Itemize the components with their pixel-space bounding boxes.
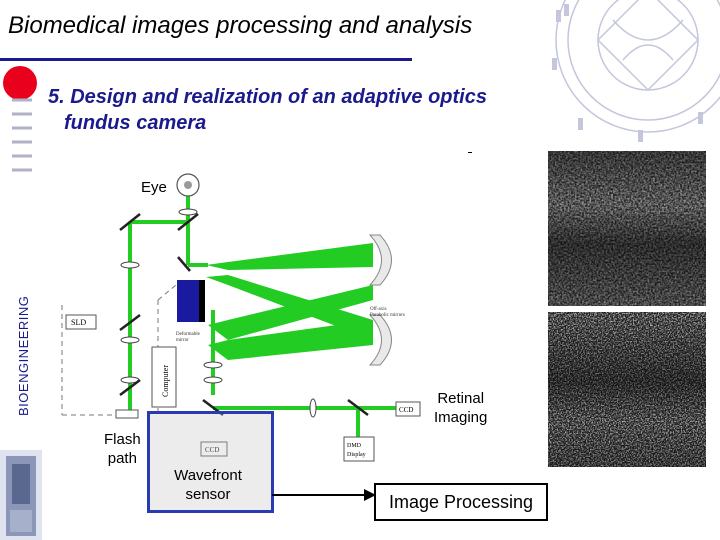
- svg-text:mirror: mirror: [176, 338, 189, 343]
- flash-path-line-1: Flash: [104, 431, 141, 448]
- flash-path-label: [104, 430, 141, 468]
- university-logo-icon: [2, 92, 42, 172]
- eye-label: Eye: [141, 179, 167, 196]
- ccd-bottom-label: CCD: [205, 446, 220, 454]
- svg-text:DMD: DMD: [347, 443, 362, 449]
- svg-text:Parabolic mirrors: Parabolic mirrors: [370, 313, 405, 318]
- section-heading: [48, 84, 487, 136]
- wavefront-sensor-label: [162, 466, 254, 504]
- svg-text:Off-axis: Off-axis: [370, 307, 387, 312]
- university-seal-icon: [538, 0, 720, 146]
- wavefront-sensor-line-1: Wavefront: [174, 467, 242, 484]
- ccd-top-label: CCD: [399, 406, 414, 414]
- retina-image-top: [548, 151, 706, 306]
- slide-title: Biomedical images processing and analysis: [8, 12, 473, 39]
- heading-line-1: 5. Design and realization of an adaptive optics: [48, 86, 487, 108]
- heading-line-2: fundus camera: [64, 112, 207, 134]
- arrow-right-icon: [272, 487, 376, 503]
- computer-label: Computer: [161, 365, 170, 397]
- title-rule: [0, 58, 412, 61]
- tiny-dash: [468, 152, 472, 153]
- statue-icon: [0, 450, 42, 540]
- retinal-imaging-line-1: Retinal: [437, 390, 485, 407]
- retina-image-bottom: [548, 312, 706, 467]
- flash-path-line-2: path: [107, 450, 137, 467]
- svg-text:Deformable: Deformable: [176, 332, 200, 337]
- svg-text:Display: Display: [347, 452, 366, 458]
- wavefront-sensor-line-2: sensor: [185, 486, 231, 503]
- sld-label: SLD: [71, 318, 87, 327]
- retinal-imaging-line-2: Imaging: [434, 409, 488, 426]
- image-processing-box: Image Processing: [374, 483, 548, 521]
- retinal-imaging-label: [434, 389, 487, 427]
- side-label: BIOENGINEERING: [16, 295, 31, 416]
